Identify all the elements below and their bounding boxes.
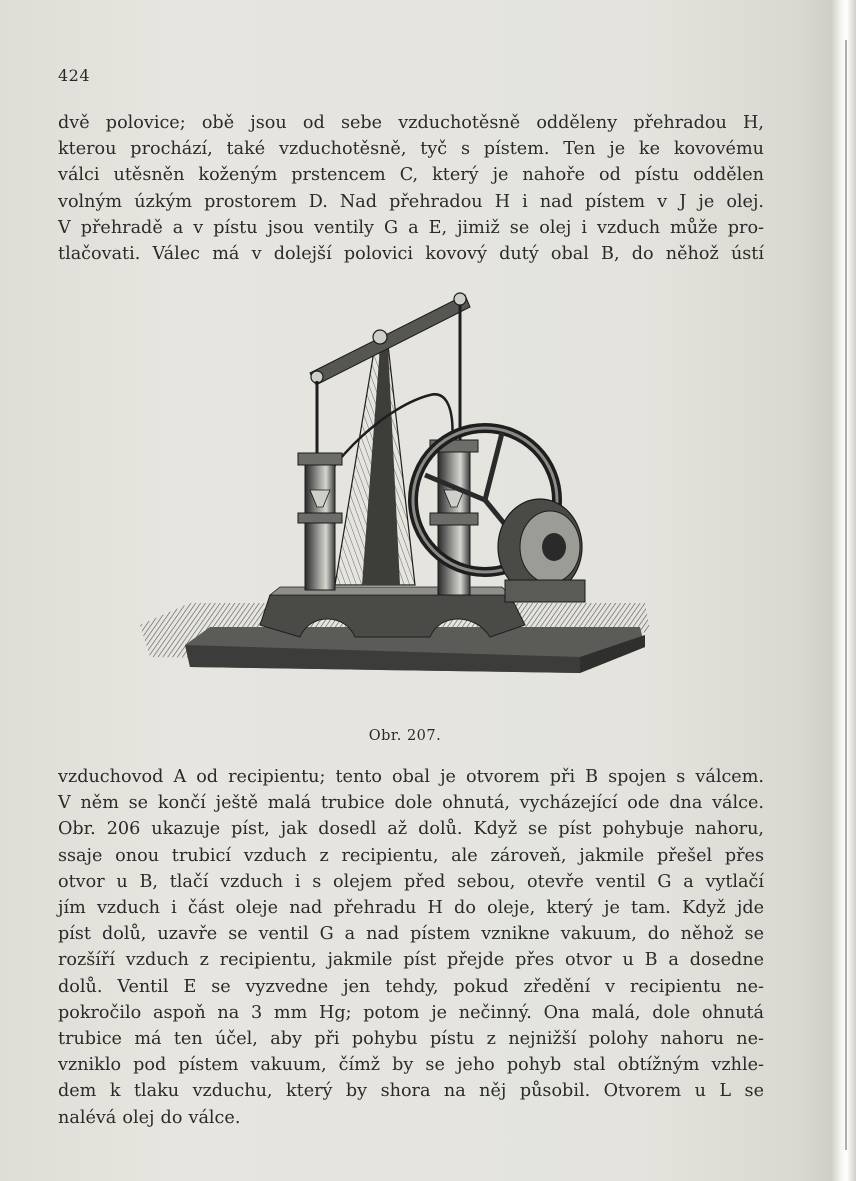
text-line: ssaje onou trubicí vzduch z recipientu, ale zároveň, jakmile přešel přes bbox=[58, 845, 764, 866]
text-line: volným úzkým prostorem D. Nad přehradou H i nad pístem v J je olej. bbox=[58, 191, 764, 212]
page-number: 424 bbox=[58, 66, 91, 85]
paragraph-bottom bbox=[58, 764, 764, 1131]
text-line: otvor u B, tlačí vzduch i s olejem před sebou, otevře ventil G a vytlačí bbox=[58, 871, 764, 892]
text-line: rozšíří vzduch z recipientu, jakmile píst přejde přes otvor u B a dosedne bbox=[58, 950, 764, 971]
figure-caption: Obr. 207. bbox=[368, 728, 442, 744]
text-line: vzduchovod A od recipientu; tento obal je otvorem při B spojen s válcem. bbox=[58, 767, 764, 787]
text-line: kterou prochází, také vzduchotěsně, tyč s pístem. Ten je ke kovovému bbox=[58, 139, 764, 160]
spine-shadow-line bbox=[845, 40, 847, 1150]
text-line: dvě polovice; obě jsou od sebe vzduchotěsně odděleny přehradou H, bbox=[58, 113, 764, 133]
air-pump-engraving-icon bbox=[130, 285, 665, 705]
text-line: dolů. Ventil E se vyzvedne jen tehdy, pokud zředění v recipientu ne- bbox=[58, 976, 764, 997]
text-line: válci utěsněn koženým prstencem C, který je nahoře od pístu oddělen bbox=[58, 165, 764, 186]
text-line: V něm se končí ještě malá trubice dole ohnutá, vycházející ode dna válce. bbox=[58, 793, 764, 814]
text-line: pokročilo aspoň na 3 mm Hg; potom je nečinný. Ona malá, dole ohnutá bbox=[58, 1002, 764, 1023]
text-line: píst dolů, uzavře se ventil G a nad pístem vznikne vakuum, do něhož se bbox=[58, 924, 764, 945]
text-line: nalévá olej do válce. bbox=[58, 1107, 241, 1128]
text-line: Obr. 206 ukazuje píst, jak dosedl až dolů. Když se píst pohybuje nahoru, bbox=[58, 819, 764, 840]
text-line: trubice má ten účel, aby při pohybu pístu z nejnižší polohy nahoru ne- bbox=[58, 1029, 764, 1050]
text-line: tlačovati. Válec má v dolejší polovici kovový dutý obal B, do něhož ústí bbox=[58, 244, 764, 265]
text-line: jím vzduch i část oleje nad přehradu H do oleje, který je tam. Když jde bbox=[58, 898, 764, 919]
text-line: V přehradě a v pístu jsou ventily G a E, jimiž se olej i vzduch může pro- bbox=[58, 217, 764, 238]
paragraph-top bbox=[58, 110, 764, 267]
text-line: vzniklo pod pístem vakuum, čímž by se jeho pohyb stal obtížným vzhle- bbox=[58, 1055, 764, 1076]
figure-air-pump bbox=[130, 285, 665, 705]
text-line: dem k tlaku vzduchu, který by shora na něj působil. Otvorem u L se bbox=[58, 1081, 764, 1102]
book-spine bbox=[832, 0, 856, 1181]
